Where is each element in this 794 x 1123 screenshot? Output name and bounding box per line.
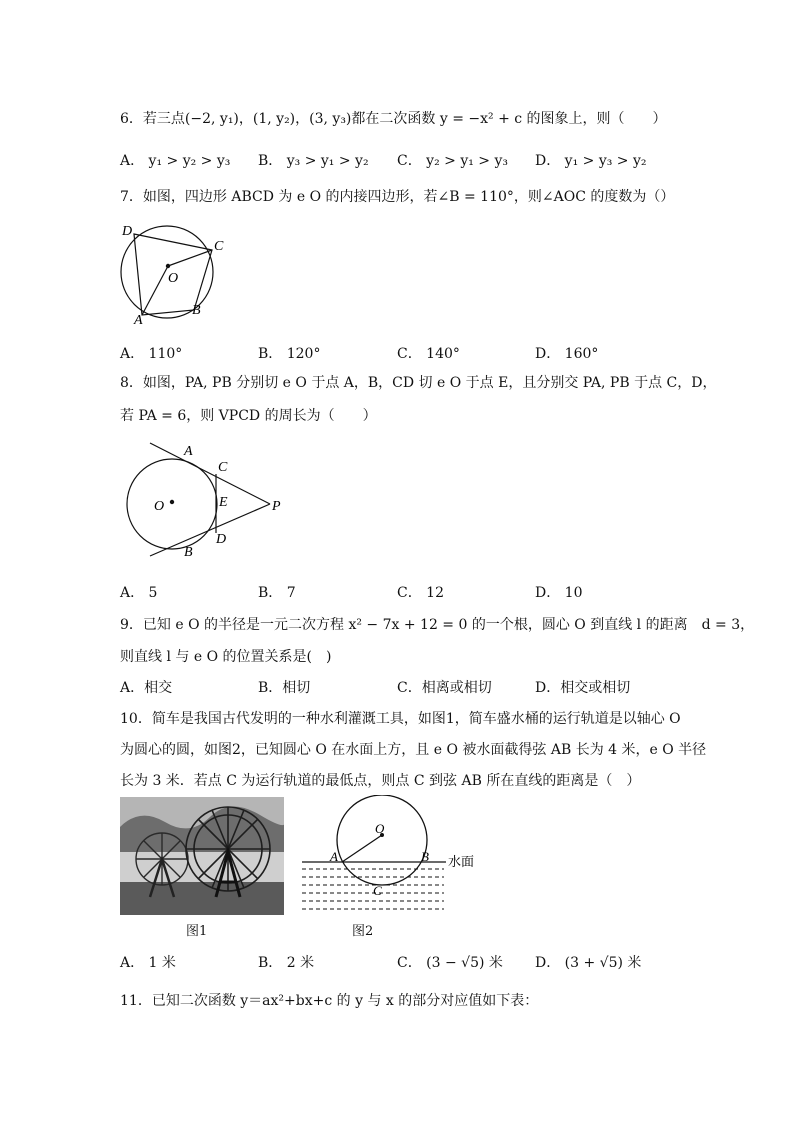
q10-label-c: C xyxy=(373,883,382,898)
q8-label-a: A xyxy=(184,444,193,459)
q7-figure-inscribed-quadrilateral xyxy=(112,220,228,326)
question-8-stem-line2: 若 PA = 6，则 VPCD 的周长为（ ） xyxy=(120,408,377,424)
question-10-stem-line2: 为圆心的圆，如图2，已知圆心 O 在水面上方，且 e O 被水面截得弦 AB 长为 4 米，e O 半径 xyxy=(120,742,707,758)
q10-label-o: O xyxy=(375,821,385,836)
question-7-stem: 7．如图，四边形 ABCD 为 e O 的内接四边形，若∠B = 110°，则∠AOC 的度数为（） xyxy=(120,189,675,205)
q10-figure2-caption: 图2 xyxy=(352,924,374,939)
question-10-stem-line1: 10．简车是我国古代发明的一种水利灌溉工具，如图1，简车盛水桶的运行轨道是以轴心 O xyxy=(120,711,681,727)
q10-label-b: B xyxy=(421,849,429,864)
q7-option-d: D． 160° xyxy=(535,346,599,362)
q6-option-d: D． y₁ > y₃ > y₂ xyxy=(535,153,647,169)
q10-figure2-diagram xyxy=(300,795,480,917)
q10-figure1-caption: 图1 xyxy=(186,924,208,939)
q10-option-b: B． 2 米 xyxy=(258,955,315,971)
q8-label-b: B xyxy=(184,545,193,560)
q7-segment-oc xyxy=(168,250,212,266)
q7-label-a: A xyxy=(134,313,143,326)
q10-option-c: C． (3 − √5) 米 xyxy=(397,955,503,971)
q8-option-c: C． 12 xyxy=(397,585,444,601)
question-11-stem: 11．已知二次函数 y＝ax²+bx+c 的 y 与 x 的部分对应值如下表： xyxy=(120,993,539,1009)
q7-label-b: B xyxy=(192,303,201,318)
q6-option-b: B． y₃ > y₁ > y₂ xyxy=(258,153,369,169)
question-6-stem: 6．若三点(−2, y₁)，(1, y₂)，(3, y₃)都在二次函数 y = −x² + c 的图象上，则（ ） xyxy=(120,111,667,127)
q7-center-dot xyxy=(166,264,170,268)
q9-option-a: A．相交 xyxy=(120,680,173,696)
q9-option-b: B．相切 xyxy=(258,680,311,696)
q7-segment-oa xyxy=(142,266,168,315)
q8-option-a: A． 5 xyxy=(120,585,158,601)
question-10-stem-line3: 长为 3 米．若点 C 为运行轨道的最低点，则点 C 到弦 AB 所在直线的距离是（ ） xyxy=(120,773,641,789)
q6-option-a: A． y₁ > y₂ > y₃ xyxy=(120,153,231,169)
q10-water-label: 水面 xyxy=(448,854,475,869)
q8-label-e: E xyxy=(219,495,228,510)
q8-option-d: D． 10 xyxy=(535,585,583,601)
question-9-stem-line1: 9．已知 e O 的半径是一元二次方程 x² − 7x + 12 = 0 的一个根，圆心 O 到直线 l 的距离 d = 3， xyxy=(120,617,755,633)
question-9-stem-line2: 则直线 l 与 e O 的位置关系是( ) xyxy=(120,649,332,665)
q9-option-c: C．相离或相切 xyxy=(397,680,492,696)
photo-water xyxy=(120,882,284,915)
q9-option-d: D．相交或相切 xyxy=(535,680,631,696)
q8-label-c: C xyxy=(218,460,228,475)
q8-option-b: B． 7 xyxy=(258,585,296,601)
question-8-stem-line1: 8．如图，PA, PB 分别切 e O 于点 A，B，CD 切 e O 于点 E，且分别交 PA, PB 于点 C，D， xyxy=(120,375,717,391)
q8-label-p: P xyxy=(272,499,281,514)
q10-label-a: A xyxy=(330,849,338,864)
q8-figure-tangents xyxy=(120,440,296,560)
q8-label-o: O xyxy=(154,499,165,514)
q7-option-b: B． 120° xyxy=(258,346,321,362)
q6-option-c: C． y₂ > y₁ > y₃ xyxy=(397,153,508,169)
q7-option-c: C． 140° xyxy=(397,346,460,362)
q8-label-d: D xyxy=(216,532,227,547)
q8-center-dot xyxy=(170,500,174,504)
q8-tangent-pb xyxy=(150,504,270,556)
q10-figure1-waterwheel-photo xyxy=(120,797,284,915)
q7-label-o: O xyxy=(168,271,179,286)
q7-option-a: A． 110° xyxy=(120,346,183,362)
q10-option-d: D． (3 + √5) 米 xyxy=(535,955,642,971)
q7-label-d: D xyxy=(122,224,133,239)
q7-label-c: C xyxy=(214,239,224,254)
q10-option-a: A． 1 米 xyxy=(120,955,176,971)
q10-circle xyxy=(337,795,427,885)
q8-tangent-pa xyxy=(150,443,270,504)
